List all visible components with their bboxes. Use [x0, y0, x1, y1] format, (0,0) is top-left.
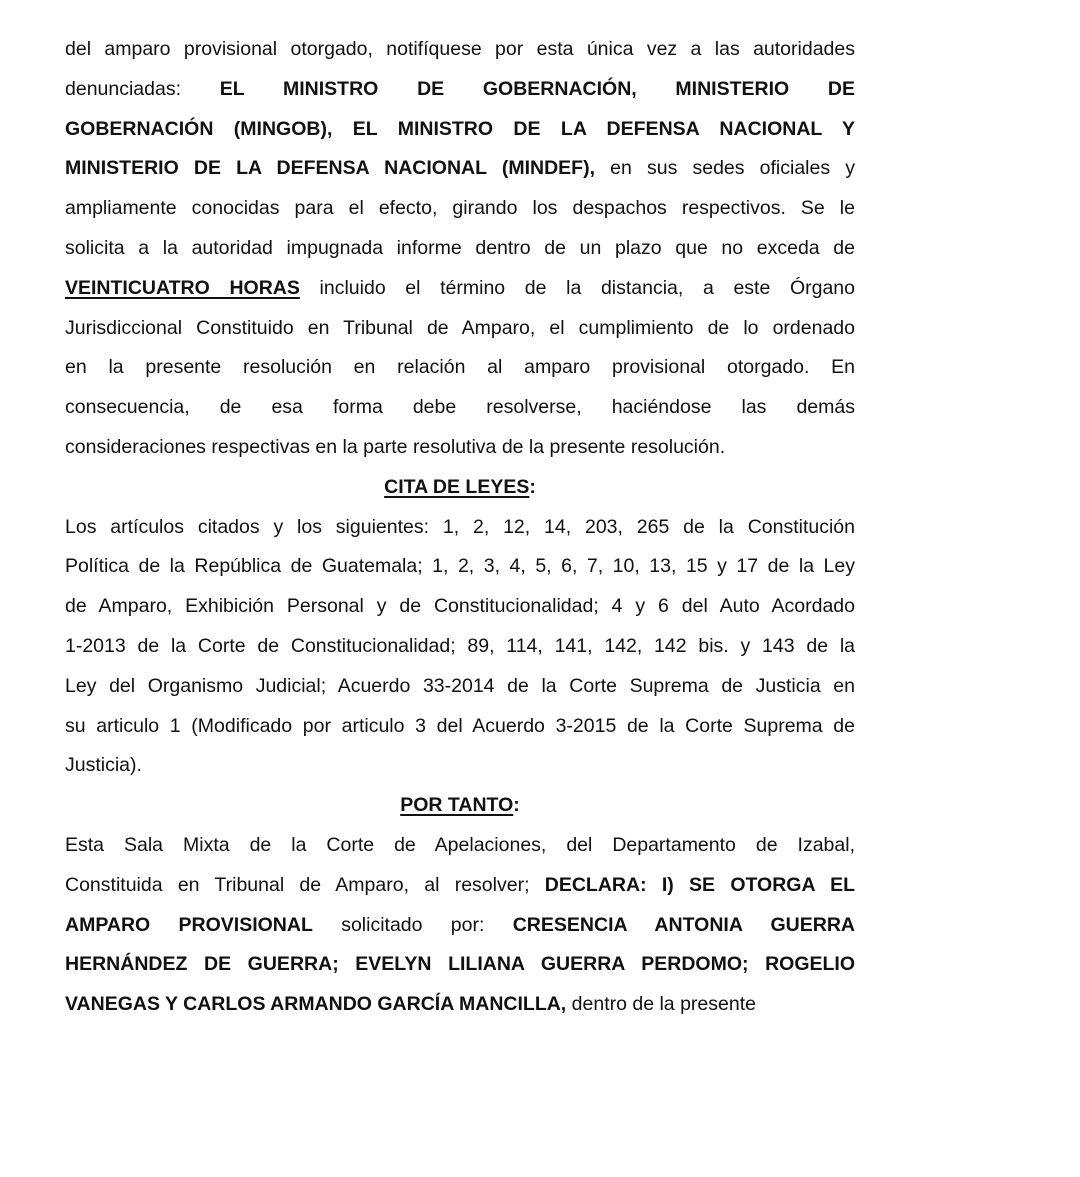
- text-line: su articulo 1 (Modificado por articulo 3 del Acuerdo 3-2015 de la Corte Suprema de: [65, 714, 855, 737]
- text-line: del amparo provisional otorgado, notifíquese por esta única vez a las autoridades: [65, 38, 855, 60]
- section-heading-por-tanto: [65, 786, 855, 826]
- text-line: 1-2013 de la Corte de Constitucionalidad; 89, 114, 141, 142, 142 bis. y 143 de la: [65, 634, 855, 657]
- text-line: [65, 149, 855, 189]
- bold-run: MINISTERIO DE LA DEFENSA NACIONAL (MINDEF),: [65, 157, 595, 180]
- text-run: Constituida en Tribunal de Amparo, al resolver;: [65, 873, 530, 896]
- heading-colon: :: [513, 794, 520, 817]
- text-line: Justicia).: [65, 754, 142, 777]
- text-line: [65, 906, 855, 946]
- text-line: [65, 985, 855, 1025]
- bold-run: EL MINISTRO DE GOBERNACIÓN, MINISTERIO DE: [219, 77, 855, 100]
- text-run: en sus sedes oficiales y: [610, 157, 856, 180]
- bold-run: GOBERNACIÓN (MINGOB), EL MINISTRO DE LA DEFENSA NACIONAL Y: [65, 117, 855, 140]
- text-line: [65, 866, 855, 906]
- text-line: consecuencia, de esa forma debe resolverse, haciéndose las demás: [65, 396, 855, 419]
- text-line: Jurisdiccional Constituido en Tribunal de Amparo, el cumplimiento de lo ordenado: [65, 316, 855, 339]
- bold-run: HERNÁNDEZ DE GUERRA; EVELYN LILIANA GUERRA PERDOMO; ROGELIO: [65, 953, 855, 976]
- text-line: Esta Sala Mixta de la Corte de Apelaciones, del Departamento de Izabal,: [65, 833, 855, 856]
- deadline-emphasis: VEINTICUATRO HORAS: [65, 276, 300, 299]
- document-page: [65, 30, 855, 1025]
- text-line: en la presente resolución en relación al amparo provisional otorgado. En: [65, 356, 855, 379]
- text-line: Ley del Organismo Judicial; Acuerdo 33-2014 de la Corte Suprema de Justicia en: [65, 674, 855, 697]
- text-run: incluido el término de la distancia, a este Órgano: [319, 276, 855, 299]
- text-line: Los artículos citados y los siguientes: 1, 2, 12, 14, 203, 265 de la Constitución: [65, 515, 855, 538]
- paragraph-cita-de-leyes: [65, 508, 855, 787]
- text-line: [65, 945, 855, 985]
- bold-run: VANEGAS Y CARLOS ARMANDO GARCÍA MANCILLA,: [65, 993, 567, 1016]
- text-line: [65, 269, 855, 309]
- heading-title: POR TANTO: [400, 794, 514, 817]
- text-line: Política de la República de Guatemala; 1, 2, 3, 4, 5, 6, 7, 10, 13, 15 y 17 de la Ley: [65, 555, 855, 578]
- text-line: ampliamente conocidas para el efecto, girando los despachos respectivos. Se le: [65, 197, 855, 220]
- bold-run: AMPARO PROVISIONAL: [65, 913, 313, 936]
- text-line: [65, 110, 855, 150]
- text-line: consideraciones respectivas en la parte resolutiva de la presente resolución.: [65, 435, 726, 458]
- bold-run: CRESENCIA ANTONIA GUERRA: [512, 913, 855, 936]
- text-line: de Amparo, Exhibición Personal y de Constitucionalidad; 4 y 6 del Auto Acordado: [65, 595, 855, 618]
- section-heading-cita-de-leyes: [65, 468, 855, 508]
- bold-run: DECLARA: I) SE OTORGA EL: [544, 873, 856, 896]
- text-run: denunciadas:: [65, 77, 182, 100]
- text-run: dentro de la presente: [571, 993, 756, 1016]
- heading-colon: :: [529, 475, 536, 498]
- heading-title: CITA DE LEYES: [384, 475, 530, 498]
- text-line: solicita a la autoridad impugnada informe dentro de un plazo que no exceda de: [65, 236, 855, 259]
- paragraph-por-tanto: [65, 826, 855, 1025]
- paragraph-notification: [65, 30, 855, 468]
- text-run: solicitado por:: [341, 913, 485, 936]
- text-line: [65, 70, 855, 110]
